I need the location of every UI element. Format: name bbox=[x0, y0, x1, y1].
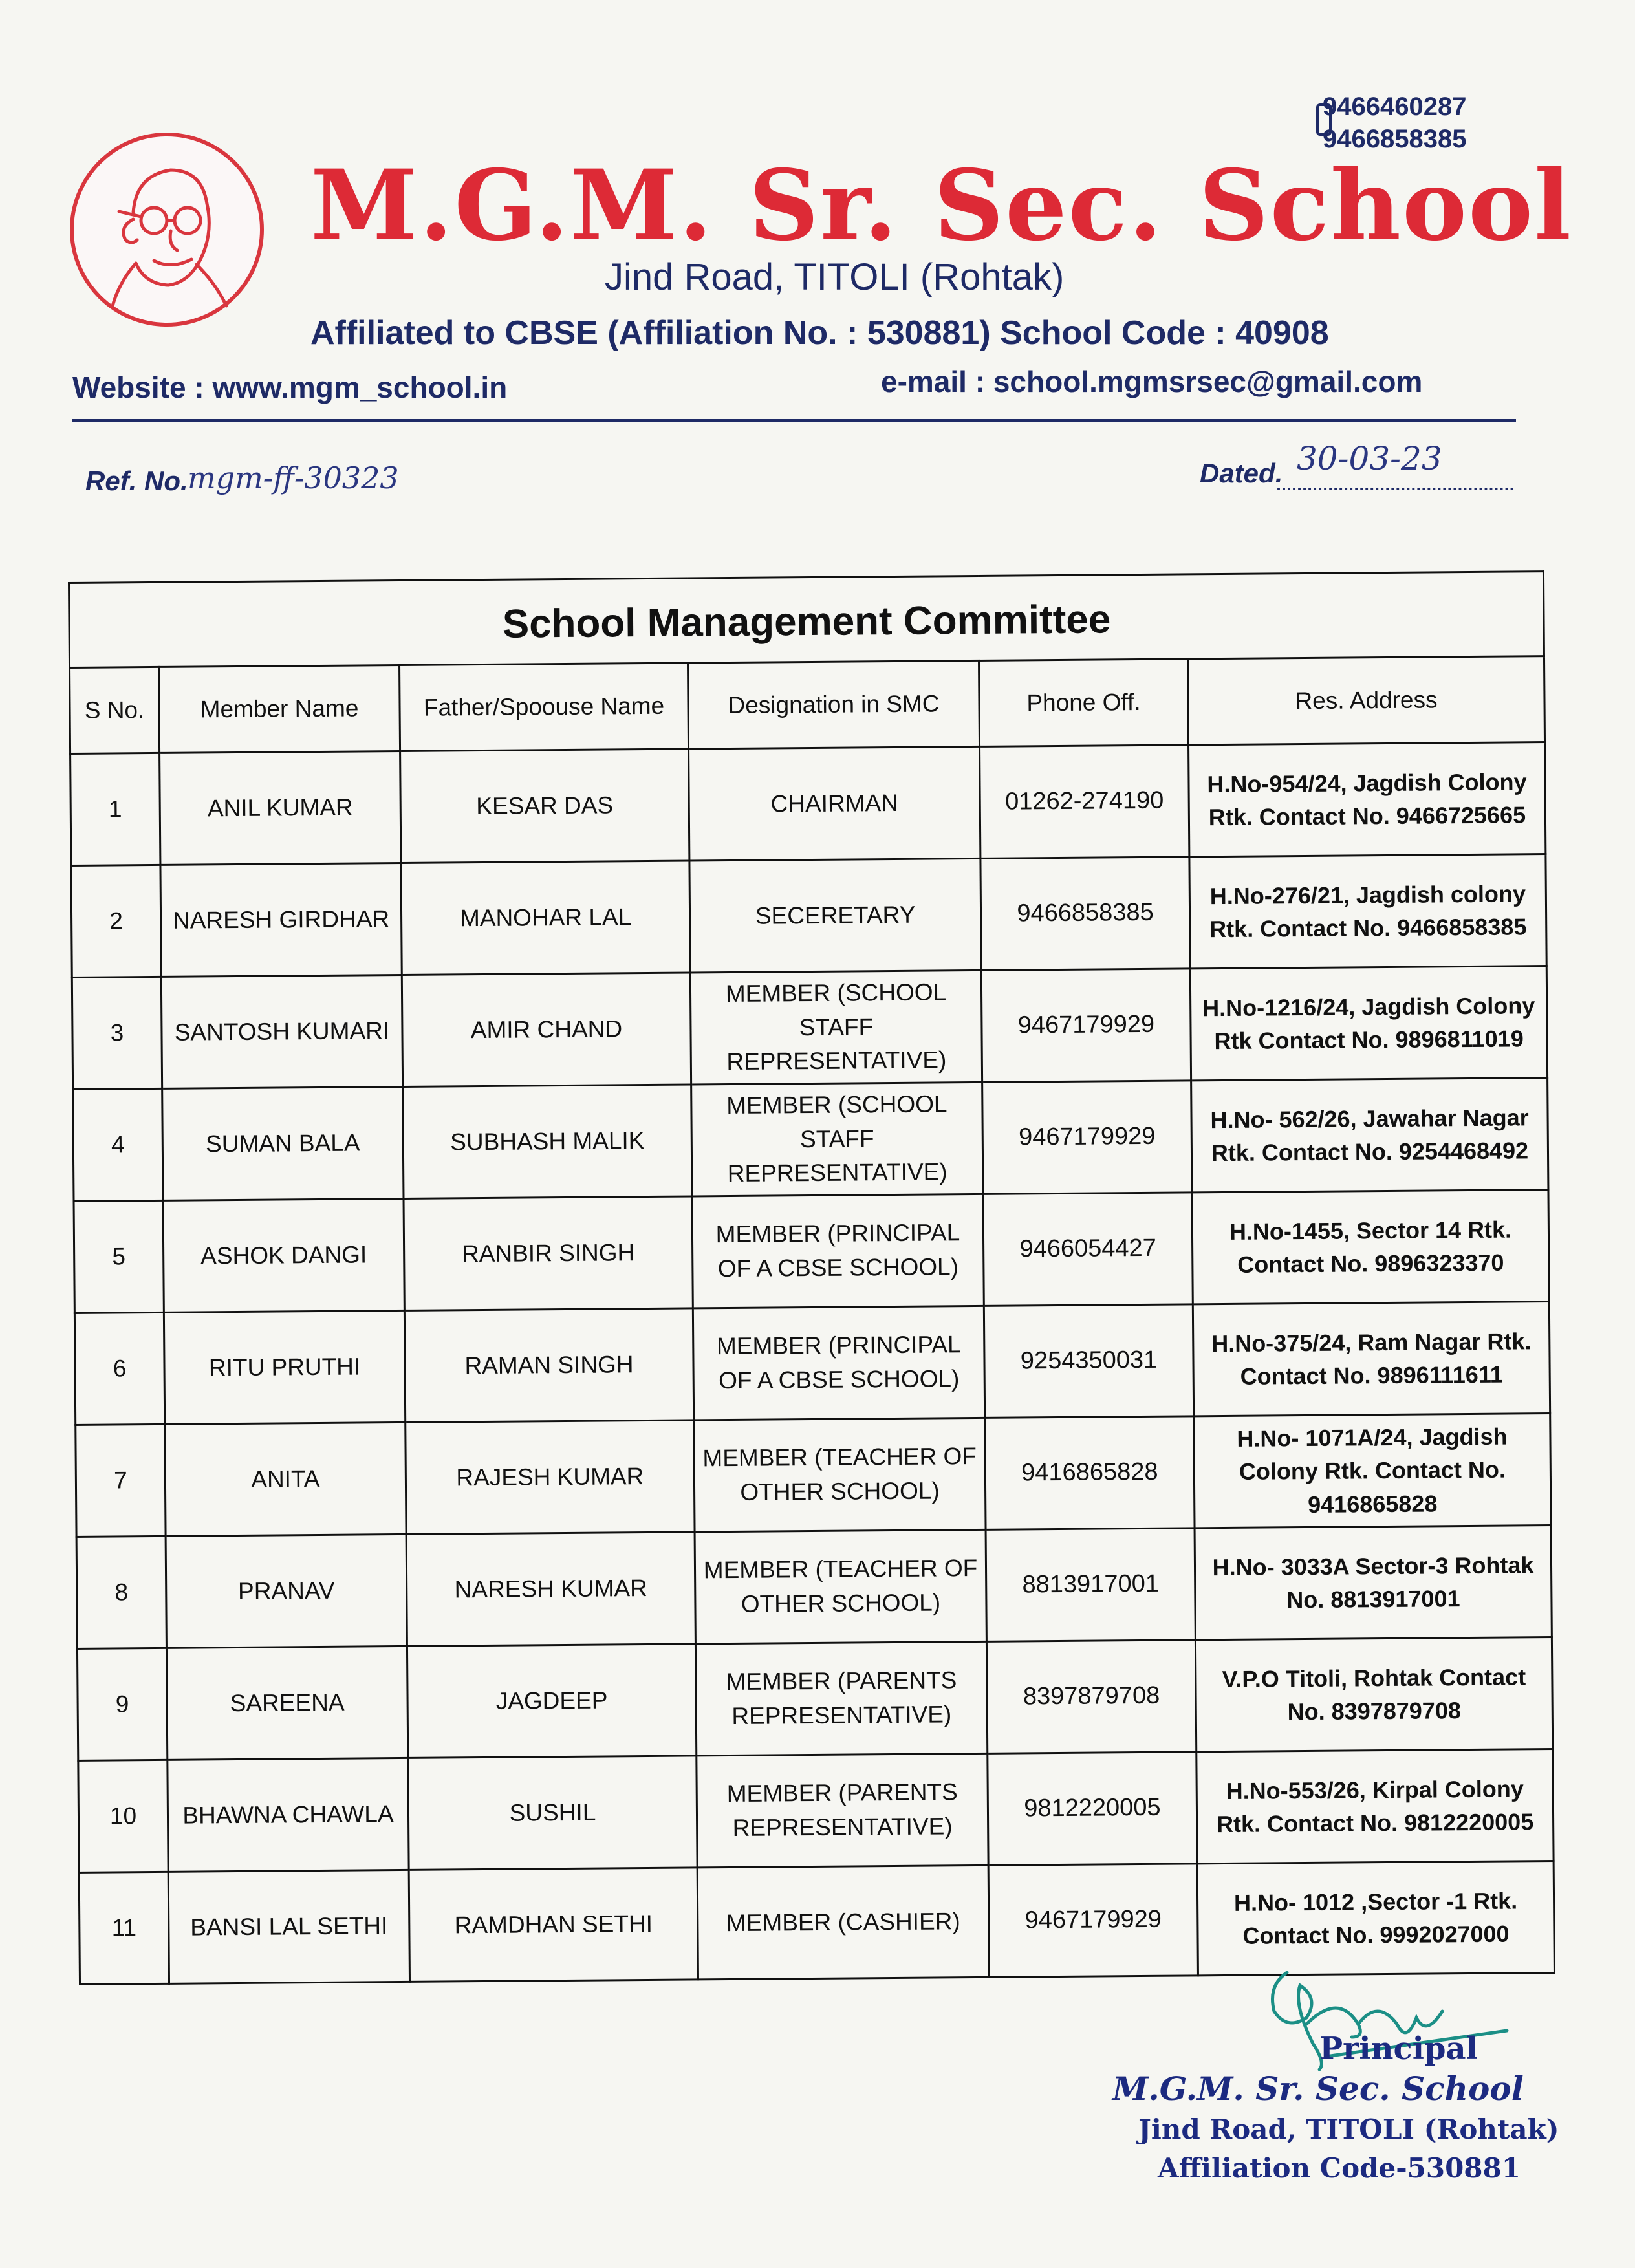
serial-number: 10 bbox=[78, 1760, 168, 1872]
phone-office: 9467179929 bbox=[982, 1081, 1192, 1194]
principal-label: Principal bbox=[1319, 2031, 1478, 2067]
residential-address: H.No- 1071A/24, Jagdish Colony Rtk. Contact No. 9416865828 bbox=[1194, 1414, 1551, 1528]
dated-label: Dated. bbox=[1200, 458, 1283, 488]
phone-office: 9466054427 bbox=[983, 1193, 1193, 1306]
phone-office: 9416865828 bbox=[985, 1416, 1195, 1530]
table-row bbox=[73, 1078, 1548, 1202]
header-divider bbox=[72, 419, 1516, 422]
school-name: M.G.M. Sr. Sec. School bbox=[310, 149, 1573, 263]
column-header: Designation in SMC bbox=[688, 660, 980, 749]
serial-number: 11 bbox=[79, 1872, 169, 1984]
phone-number: 9466858385 bbox=[1323, 125, 1467, 153]
father-spouse-name: NARESH KUMAR bbox=[406, 1532, 695, 1646]
residential-address: V.P.O Titoli, Rohtak Contact No. 8397879708 bbox=[1195, 1637, 1552, 1752]
residential-address: H.No- 562/26, Jawahar Nagar Rtk. Contact No. 9254468492 bbox=[1191, 1078, 1548, 1193]
ref-number: mgm-ff-30323 bbox=[188, 460, 399, 495]
member-name: SANTOSH KUMARI bbox=[161, 975, 402, 1088]
father-spouse-name: RAMAN SINGH bbox=[404, 1308, 693, 1422]
table-row bbox=[76, 1526, 1552, 1649]
member-name: RITU PRUTHI bbox=[164, 1310, 405, 1424]
member-name: BANSI LAL SETHI bbox=[168, 1870, 409, 1983]
father-spouse-name: KESAR DAS bbox=[400, 749, 689, 863]
designation: MEMBER (TEACHER OF OTHER SCHOOL) bbox=[695, 1529, 986, 1644]
father-spouse-name: RAMDHAN SETHI bbox=[409, 1868, 698, 1982]
table-header-row bbox=[70, 656, 1545, 754]
designation: CHAIRMAN bbox=[689, 746, 980, 861]
dated-value: 30-03-23 bbox=[1297, 440, 1442, 477]
serial-number: 4 bbox=[73, 1088, 163, 1201]
committee-table-wrapper bbox=[68, 570, 1554, 1985]
school-logo bbox=[70, 133, 264, 327]
phone-office: 9254350031 bbox=[984, 1304, 1193, 1418]
residential-address: H.No-1216/24, Jagdish Colony Rtk Contact No. 9896811019 bbox=[1190, 966, 1547, 1081]
school-address: Jind Road, TITOLI (Rohtak) bbox=[605, 256, 1065, 298]
serial-number: 3 bbox=[72, 977, 162, 1089]
father-spouse-name: MANOHAR LAL bbox=[401, 861, 690, 975]
residential-address: H.No-1455, Sector 14 Rtk. Contact No. 9896323370 bbox=[1192, 1190, 1549, 1304]
serial-number: 8 bbox=[76, 1536, 166, 1648]
table-row bbox=[74, 1190, 1549, 1313]
gandhi-portrait-icon bbox=[74, 136, 260, 323]
serial-number: 5 bbox=[74, 1200, 164, 1313]
stamp-address: Jind Road, TITOLI (Rohtak) bbox=[1138, 2113, 1559, 2145]
designation: MEMBER (CASHIER) bbox=[697, 1865, 989, 1980]
table-row bbox=[72, 966, 1547, 1090]
phone-office: 9812220005 bbox=[988, 1752, 1197, 1866]
member-name: ANITA bbox=[165, 1422, 406, 1536]
member-name: ANIL KUMAR bbox=[160, 751, 401, 865]
column-header: Member Name bbox=[159, 665, 400, 753]
member-name: NARESH GIRDHAR bbox=[160, 863, 402, 977]
phone-office: 8397879708 bbox=[986, 1640, 1196, 1754]
serial-number: 2 bbox=[71, 865, 161, 977]
father-spouse-name: RAJESH KUMAR bbox=[406, 1420, 695, 1534]
designation: MEMBER (PARENTS REPRESENTATIVE) bbox=[695, 1641, 987, 1756]
designation: MEMBER (TEACHER OF OTHER SCHOOL) bbox=[694, 1418, 986, 1532]
table-row bbox=[70, 742, 1546, 866]
phone-office: 8813917001 bbox=[986, 1528, 1195, 1642]
designation: MEMBER (PRINCIPAL OF A CBSE SCHOOL) bbox=[692, 1194, 984, 1308]
residential-address: H.No-375/24, Ram Nagar Rtk. Contact No. 9896111611 bbox=[1193, 1302, 1550, 1416]
designation: MEMBER (PRINCIPAL OF A CBSE SCHOOL) bbox=[693, 1306, 984, 1420]
residential-address: H.No-553/26, Kirpal Colony Rtk. Contact No. 9812220005 bbox=[1196, 1749, 1554, 1864]
table-row bbox=[71, 854, 1546, 978]
table-row bbox=[74, 1302, 1550, 1425]
member-name: SAREENA bbox=[166, 1646, 407, 1760]
father-spouse-name: SUSHIL bbox=[408, 1756, 697, 1870]
phone-office: 9466858385 bbox=[980, 857, 1190, 971]
committee-table bbox=[68, 570, 1555, 1985]
affiliation-line: Affiliated to CBSE (Affiliation No. : 530881) School Code : 40908 bbox=[310, 314, 1329, 352]
serial-number: 9 bbox=[77, 1648, 167, 1760]
designation: MEMBER (SCHOOL STAFF REPRESENTATIVE) bbox=[691, 1082, 983, 1196]
member-name: PRANAV bbox=[166, 1534, 407, 1648]
table-title: School Management Committee bbox=[69, 572, 1544, 668]
column-header: S No. bbox=[70, 667, 160, 753]
serial-number: 7 bbox=[76, 1424, 166, 1537]
residential-address: H.No-954/24, Jagdish Colony Rtk. Contact No. 9466725665 bbox=[1189, 742, 1546, 857]
column-header: Res. Address bbox=[1187, 656, 1544, 745]
phone-office: 9467179929 bbox=[988, 1864, 1198, 1978]
member-name: BHAWNA CHAWLA bbox=[168, 1758, 409, 1872]
serial-number: 6 bbox=[74, 1312, 164, 1425]
phone-office: 9467179929 bbox=[981, 969, 1191, 1083]
phone-office: 01262-274190 bbox=[980, 745, 1189, 859]
contact-phones bbox=[1323, 91, 1466, 155]
serial-number: 1 bbox=[70, 753, 160, 865]
residential-address: H.No- 1012 ,Sector -1 Rtk. Contact No. 9992027000 bbox=[1197, 1861, 1554, 1976]
table-row bbox=[77, 1637, 1552, 1761]
email-line: e-mail : school.mgmsrsec@gmail.com bbox=[881, 365, 1423, 398]
stamp-school-name: M.G.M. Sr. Sec. School bbox=[1112, 2069, 1524, 2108]
table-row bbox=[78, 1749, 1554, 1873]
designation: MEMBER (PARENTS REPRESENTATIVE) bbox=[697, 1753, 988, 1868]
phone-number: 9466460287 bbox=[1323, 92, 1467, 121]
stamp-affiliation-code: Affiliation Code-530881 bbox=[1158, 2152, 1521, 2184]
designation: SECERETARY bbox=[689, 858, 981, 973]
residential-address: H.No-276/21, Jagdish colony Rtk. Contact No. 9466858385 bbox=[1189, 854, 1546, 969]
residential-address: H.No- 3033A Sector-3 Rohtak No. 8813917001 bbox=[1195, 1526, 1552, 1640]
designation: MEMBER (SCHOOL STAFF REPRESENTATIVE) bbox=[690, 970, 982, 1085]
column-header: Father/Spoouse Name bbox=[400, 663, 689, 751]
father-spouse-name: RANBIR SINGH bbox=[404, 1196, 693, 1310]
member-name: ASHOK DANGI bbox=[163, 1198, 404, 1312]
father-spouse-name: JAGDEEP bbox=[407, 1644, 696, 1758]
website-line: Website : www.mgm_school.in bbox=[72, 371, 508, 404]
table-row bbox=[76, 1414, 1551, 1537]
father-spouse-name: SUBHASH MALIK bbox=[403, 1085, 692, 1198]
member-name: SUMAN BALA bbox=[162, 1086, 404, 1200]
column-header: Phone Off. bbox=[979, 659, 1188, 747]
father-spouse-name: AMIR CHAND bbox=[402, 973, 691, 1086]
ref-label: Ref. No. bbox=[85, 466, 188, 496]
